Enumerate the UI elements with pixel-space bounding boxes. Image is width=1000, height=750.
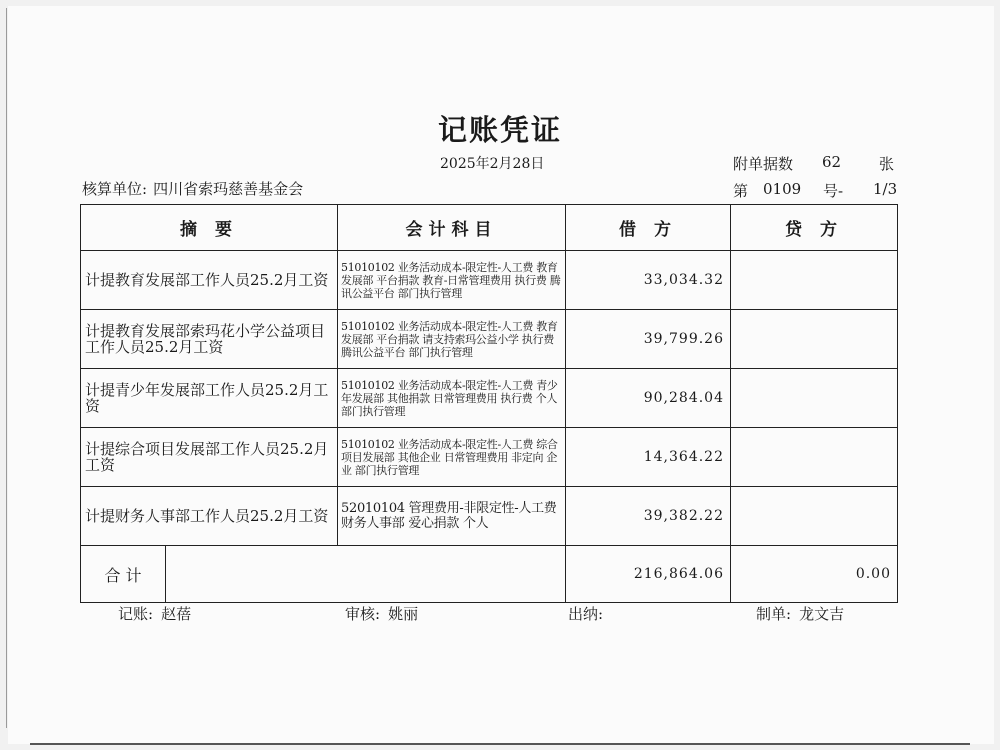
bookkeeper-name: 赵蓓 xyxy=(161,605,192,623)
row-account: 52010104 管理费用-非限定性-人工费 财务人事部 爱心捐款 个人 xyxy=(338,487,566,546)
bookkeeper-label: 记账: xyxy=(118,605,154,623)
table-row xyxy=(81,428,898,487)
table-row xyxy=(81,369,898,428)
cashier-label: 出纳: xyxy=(568,605,604,623)
scan-bottom-line xyxy=(30,743,970,745)
footer-bookkeeper xyxy=(118,603,191,624)
row-credit xyxy=(731,487,898,546)
accounting-unit-name: 四川省索玛慈善基金会 xyxy=(153,180,304,198)
row-summary: 计提教育发展部索玛花小学公益项目工作人员25.2月工资 xyxy=(81,310,338,369)
row-debit: 39,382.22 xyxy=(566,487,731,546)
row-summary: 计提综合项目发展部工作人员25.2月工资 xyxy=(81,428,338,487)
header-credit: 贷 方 xyxy=(731,205,898,251)
total-debit: 216,864.06 xyxy=(566,546,731,603)
table-header-row xyxy=(81,205,898,251)
row-debit: 14,364.22 xyxy=(566,428,731,487)
header-summary: 摘 要 xyxy=(81,205,338,251)
row-account: 51010102 业务活动成本-限定性-人工费 教育发展部 平台捐款 请支持索玛公益小学 执行费 腾讯公益平台 部门执行管理 xyxy=(338,310,566,369)
attachments-label: 附单据数 xyxy=(733,155,794,173)
reviewer-name: 姚丽 xyxy=(388,605,419,623)
row-credit xyxy=(731,310,898,369)
row-credit xyxy=(731,428,898,487)
voucher-title: 记账凭证 xyxy=(437,113,562,147)
table-row xyxy=(81,487,898,546)
footer-cashier xyxy=(568,603,611,624)
row-summary: 计提教育发展部工作人员25.2月工资 xyxy=(81,251,338,310)
header-debit: 借 方 xyxy=(566,205,731,251)
voucher-table xyxy=(80,204,898,603)
reviewer-label: 审核: xyxy=(345,605,381,623)
voucher-page: 1/3 xyxy=(873,180,898,198)
total-empty-cell xyxy=(166,546,565,602)
header-account: 会计科目 xyxy=(338,205,566,251)
accounting-unit xyxy=(82,178,303,199)
attachments-unit: 张 xyxy=(879,155,895,173)
table-row xyxy=(81,310,898,369)
total-label: 合 计 xyxy=(81,546,166,602)
row-account: 51010102 业务活动成本-限定性-人工费 综合项目发展部 其他企业 日常管理费用 非定向 企业 部门执行管理 xyxy=(338,428,566,487)
attachments-count xyxy=(733,153,895,174)
total-cell xyxy=(81,546,566,603)
voucher-number-value: 0109 xyxy=(763,180,802,198)
total-row xyxy=(81,546,898,603)
row-summary: 计提财务人事部工作人员25.2月工资 xyxy=(81,487,338,546)
total-credit: 0.00 xyxy=(731,546,898,603)
row-debit: 90,284.04 xyxy=(566,369,731,428)
row-credit xyxy=(731,369,898,428)
table-row xyxy=(81,251,898,310)
preparer-label: 制单: xyxy=(756,605,792,623)
attachments-number: 62 xyxy=(822,153,842,171)
footer-preparer xyxy=(756,603,844,624)
voucher-date: 2025年2月28日 xyxy=(440,156,545,172)
voucher-number-prefix: 第 xyxy=(733,182,749,200)
row-debit: 39,799.26 xyxy=(566,310,731,369)
preparer-name: 龙文吉 xyxy=(799,605,845,623)
accounting-unit-label: 核算单位: xyxy=(82,180,148,198)
row-debit: 33,034.32 xyxy=(566,251,731,310)
row-credit xyxy=(731,251,898,310)
row-account: 51010102 业务活动成本-限定性-人工费 教育发展部 平台捐款 教育-日常管理费用 执行费 腾讯公益平台 部门执行管理 xyxy=(338,251,566,310)
footer-reviewer xyxy=(345,603,418,624)
row-summary: 计提青少年发展部工作人员25.2月工资 xyxy=(81,369,338,428)
row-account: 51010102 业务活动成本-限定性-人工费 青少年发展部 其他捐款 日常管理费用 执行费 个人 部门执行管理 xyxy=(338,369,566,428)
voucher-number-suffix: 号- xyxy=(823,182,844,200)
